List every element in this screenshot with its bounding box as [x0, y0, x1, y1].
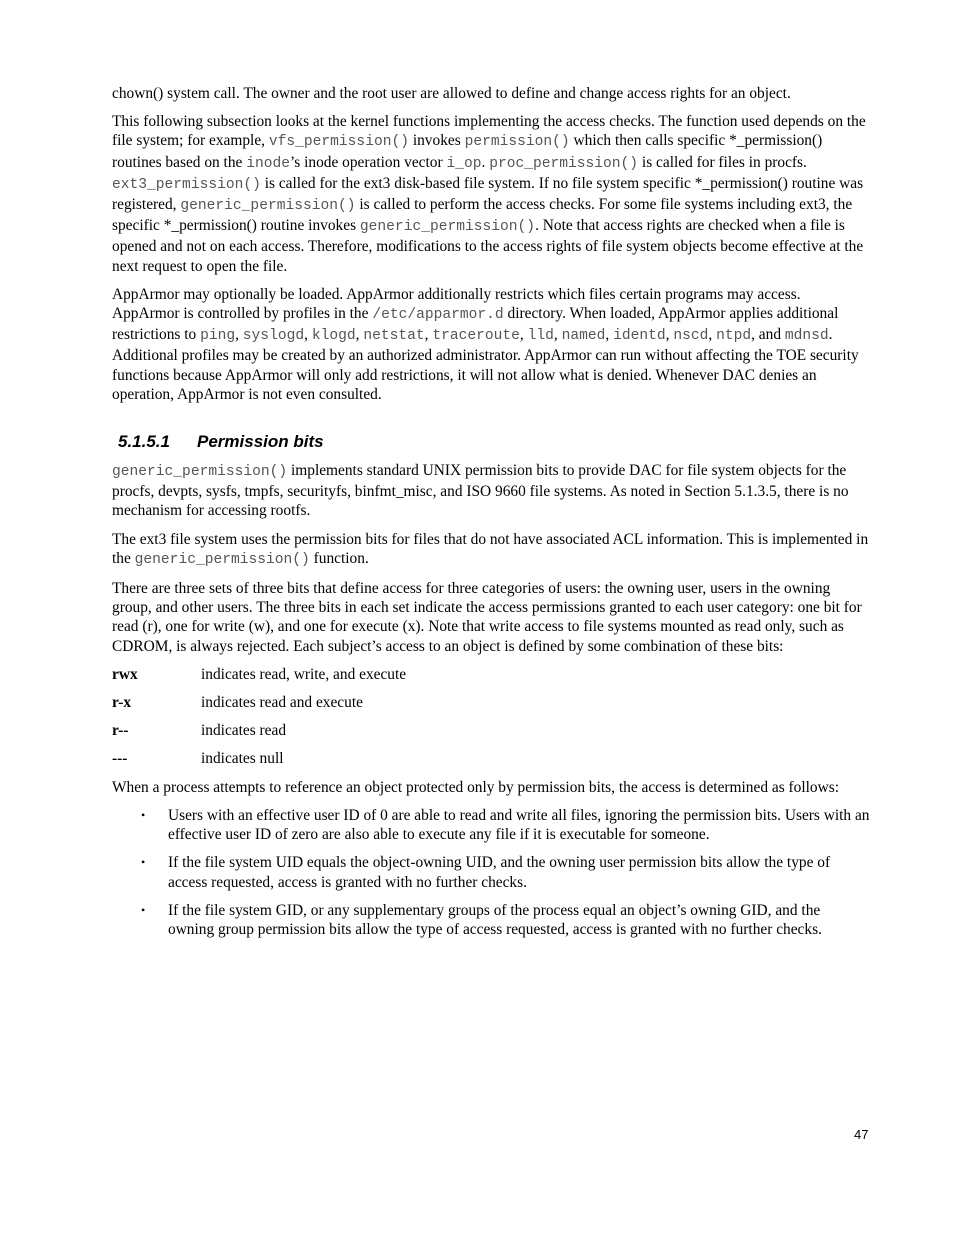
list-item — [112, 901, 870, 939]
text: The ext3 file system uses the permission bits for files that do not have associated ACL information. This is implemented in the — [112, 530, 869, 567]
sep: , and — [751, 326, 785, 344]
code-netstat: netstat — [363, 328, 425, 345]
code-identd: identd — [613, 328, 666, 345]
text: is called for the ext3 disk-based file system. If no file system specific *_permission() routine was registered, — [112, 174, 864, 214]
bullet-icon: • — [141, 807, 146, 822]
perm-desc: indicates read — [201, 722, 287, 740]
list-item-text: Users with an effective user ID of 0 are able to read and write all files, ignoring the permission bits. Users with an effective user ID of zero are also able to execute any file if it is executable for someone. — [168, 806, 870, 844]
code-proc-permission: proc_permission() — [489, 155, 639, 172]
perm-code: r-x — [112, 694, 132, 712]
paragraph-process-access: When a process attempts to reference an object protected only by permission bits, the access is determined as follows: — [112, 778, 839, 796]
code-generic-permission: generic_permission() — [359, 219, 536, 236]
code-ext3-permission: ext3_permission() — [112, 176, 261, 193]
code-generic-permission: generic_permission() — [180, 198, 356, 215]
sep: , — [665, 326, 674, 344]
text: ’s inode operation vector — [290, 153, 447, 171]
paragraph-kernel-functions — [112, 112, 870, 276]
section-heading — [118, 431, 870, 453]
perm-row — [112, 665, 870, 684]
text: invokes — [408, 132, 465, 150]
text: implements standard UNIX permission bits to provide DAC for file system objects for the procfs, devpts, sysfs, tmpfs, securityfs, binfmt_misc, and ISO 9660 file systems. As noted in Section 5.1.3.5, there is no mechanism for accessing rootfs. — [112, 462, 849, 520]
bullet-icon: • — [141, 855, 146, 870]
sep: , — [235, 326, 243, 344]
text: is called for files in procfs. — [638, 153, 807, 171]
sep: , — [708, 326, 717, 344]
section-title: Permission bits — [197, 432, 324, 452]
sep: , — [355, 326, 364, 344]
text: . Additional profiles may be created by an authorized administrator. AppArmor can run without affecting the TOE security functions because AppArmor will only add restrictions, it will not allow what is denied. Whenever DAC denies an operation, AppArmor is not even consulted. — [112, 326, 859, 403]
code-nscd: nscd — [673, 328, 709, 345]
page-number: 47 — [854, 1127, 869, 1142]
code-ntpd: ntpd — [716, 328, 752, 345]
sep: , — [304, 326, 312, 344]
perm-desc: indicates null — [201, 750, 284, 768]
paragraph-chown: chown() system call. The owner and the root user are allowed to define and change access rights for an object. — [112, 85, 791, 102]
perm-desc: indicates read and execute — [201, 694, 363, 712]
code-mdnsd: mdnsd — [784, 328, 829, 345]
text: AppArmor may optionally be loaded. AppArmor additionally restricts which files certain programs may access. AppArmor is controlled by profiles in the — [112, 285, 801, 323]
code-klogd: klogd — [311, 328, 356, 345]
bullet-list — [112, 806, 870, 939]
paragraph-ext3 — [112, 530, 870, 570]
code-lld: lld — [527, 328, 554, 345]
code-inode: inode — [246, 155, 291, 172]
list-item — [112, 806, 870, 844]
paragraph-three-sets: There are three sets of three bits that define access for three categories of users: the owning user, users in the owning group, and other users. The three bits in each set indicate the access permissions granted to each user category: one bit for read (r), one for write (w), and one for execute (x). Note that write access to file systems mounted as read only, such as CDROM, is always rejected. Each subject’s access to an object is defined by some combination of these bits: — [112, 580, 862, 655]
text: directory. When loaded, AppArmor applies additional restrictions to — [112, 305, 839, 344]
paragraph-apparmor — [112, 285, 870, 404]
code-vfs-permission: vfs_permission() — [268, 134, 409, 151]
bullet-icon: • — [141, 902, 146, 917]
perm-code: --- — [112, 750, 128, 768]
code-generic-permission: generic_permission() — [134, 551, 310, 568]
code-apparmor-dir: /etc/apparmor.d — [372, 307, 504, 324]
text: is called to perform the access checks. For some file systems including ext3, the specific *_permission() routine invokes — [112, 196, 853, 235]
section-number: 5.1.5.1 — [118, 432, 170, 452]
perm-row — [112, 749, 870, 768]
perm-code: r-- — [112, 722, 129, 740]
document-page — [112, 84, 870, 948]
perm-row — [112, 693, 870, 712]
code-permission: permission() — [464, 134, 570, 151]
code-traceroute: traceroute — [432, 328, 520, 345]
sep: , — [605, 326, 614, 344]
list-item — [112, 853, 870, 891]
text: function. — [309, 549, 369, 567]
perm-code: rwx — [112, 665, 138, 683]
text: This following subsection looks at the kernel functions implementing the access checks. The function used depends on the file system; for example, — [112, 113, 866, 150]
sep: , — [553, 326, 562, 344]
text: . — [481, 153, 490, 171]
list-item-text: If the file system UID equals the object-owning UID, and the owning user permission bits allow the type of access requested, access is granted with no further checks. — [168, 854, 831, 891]
perm-desc: indicates read, write, and execute — [201, 665, 407, 683]
paragraph-generic-permission — [112, 461, 870, 521]
code-ping: ping — [200, 328, 236, 345]
text: which then calls specific *_permission() routines based on the — [112, 132, 823, 171]
text: . Note that access rights are checked when a file is opened and not on each access. Therefore, modifications to the access rights of file system objects become effective at the next request to open the file. — [112, 217, 864, 275]
code-syslogd: syslogd — [242, 328, 305, 345]
permission-list — [112, 665, 870, 769]
code-generic-permission: generic_permission() — [112, 464, 288, 481]
list-item-text: If the file system GID, or any supplementary groups of the process equal an object’s owning GID, and the owning group permission bits allow the type of access requested, access is granted with no further checks. — [168, 901, 822, 938]
code-named: named — [561, 328, 606, 345]
sep: , — [424, 326, 433, 344]
perm-row — [112, 721, 870, 740]
sep: , — [519, 326, 528, 344]
code-i-op: i_op — [446, 155, 482, 172]
